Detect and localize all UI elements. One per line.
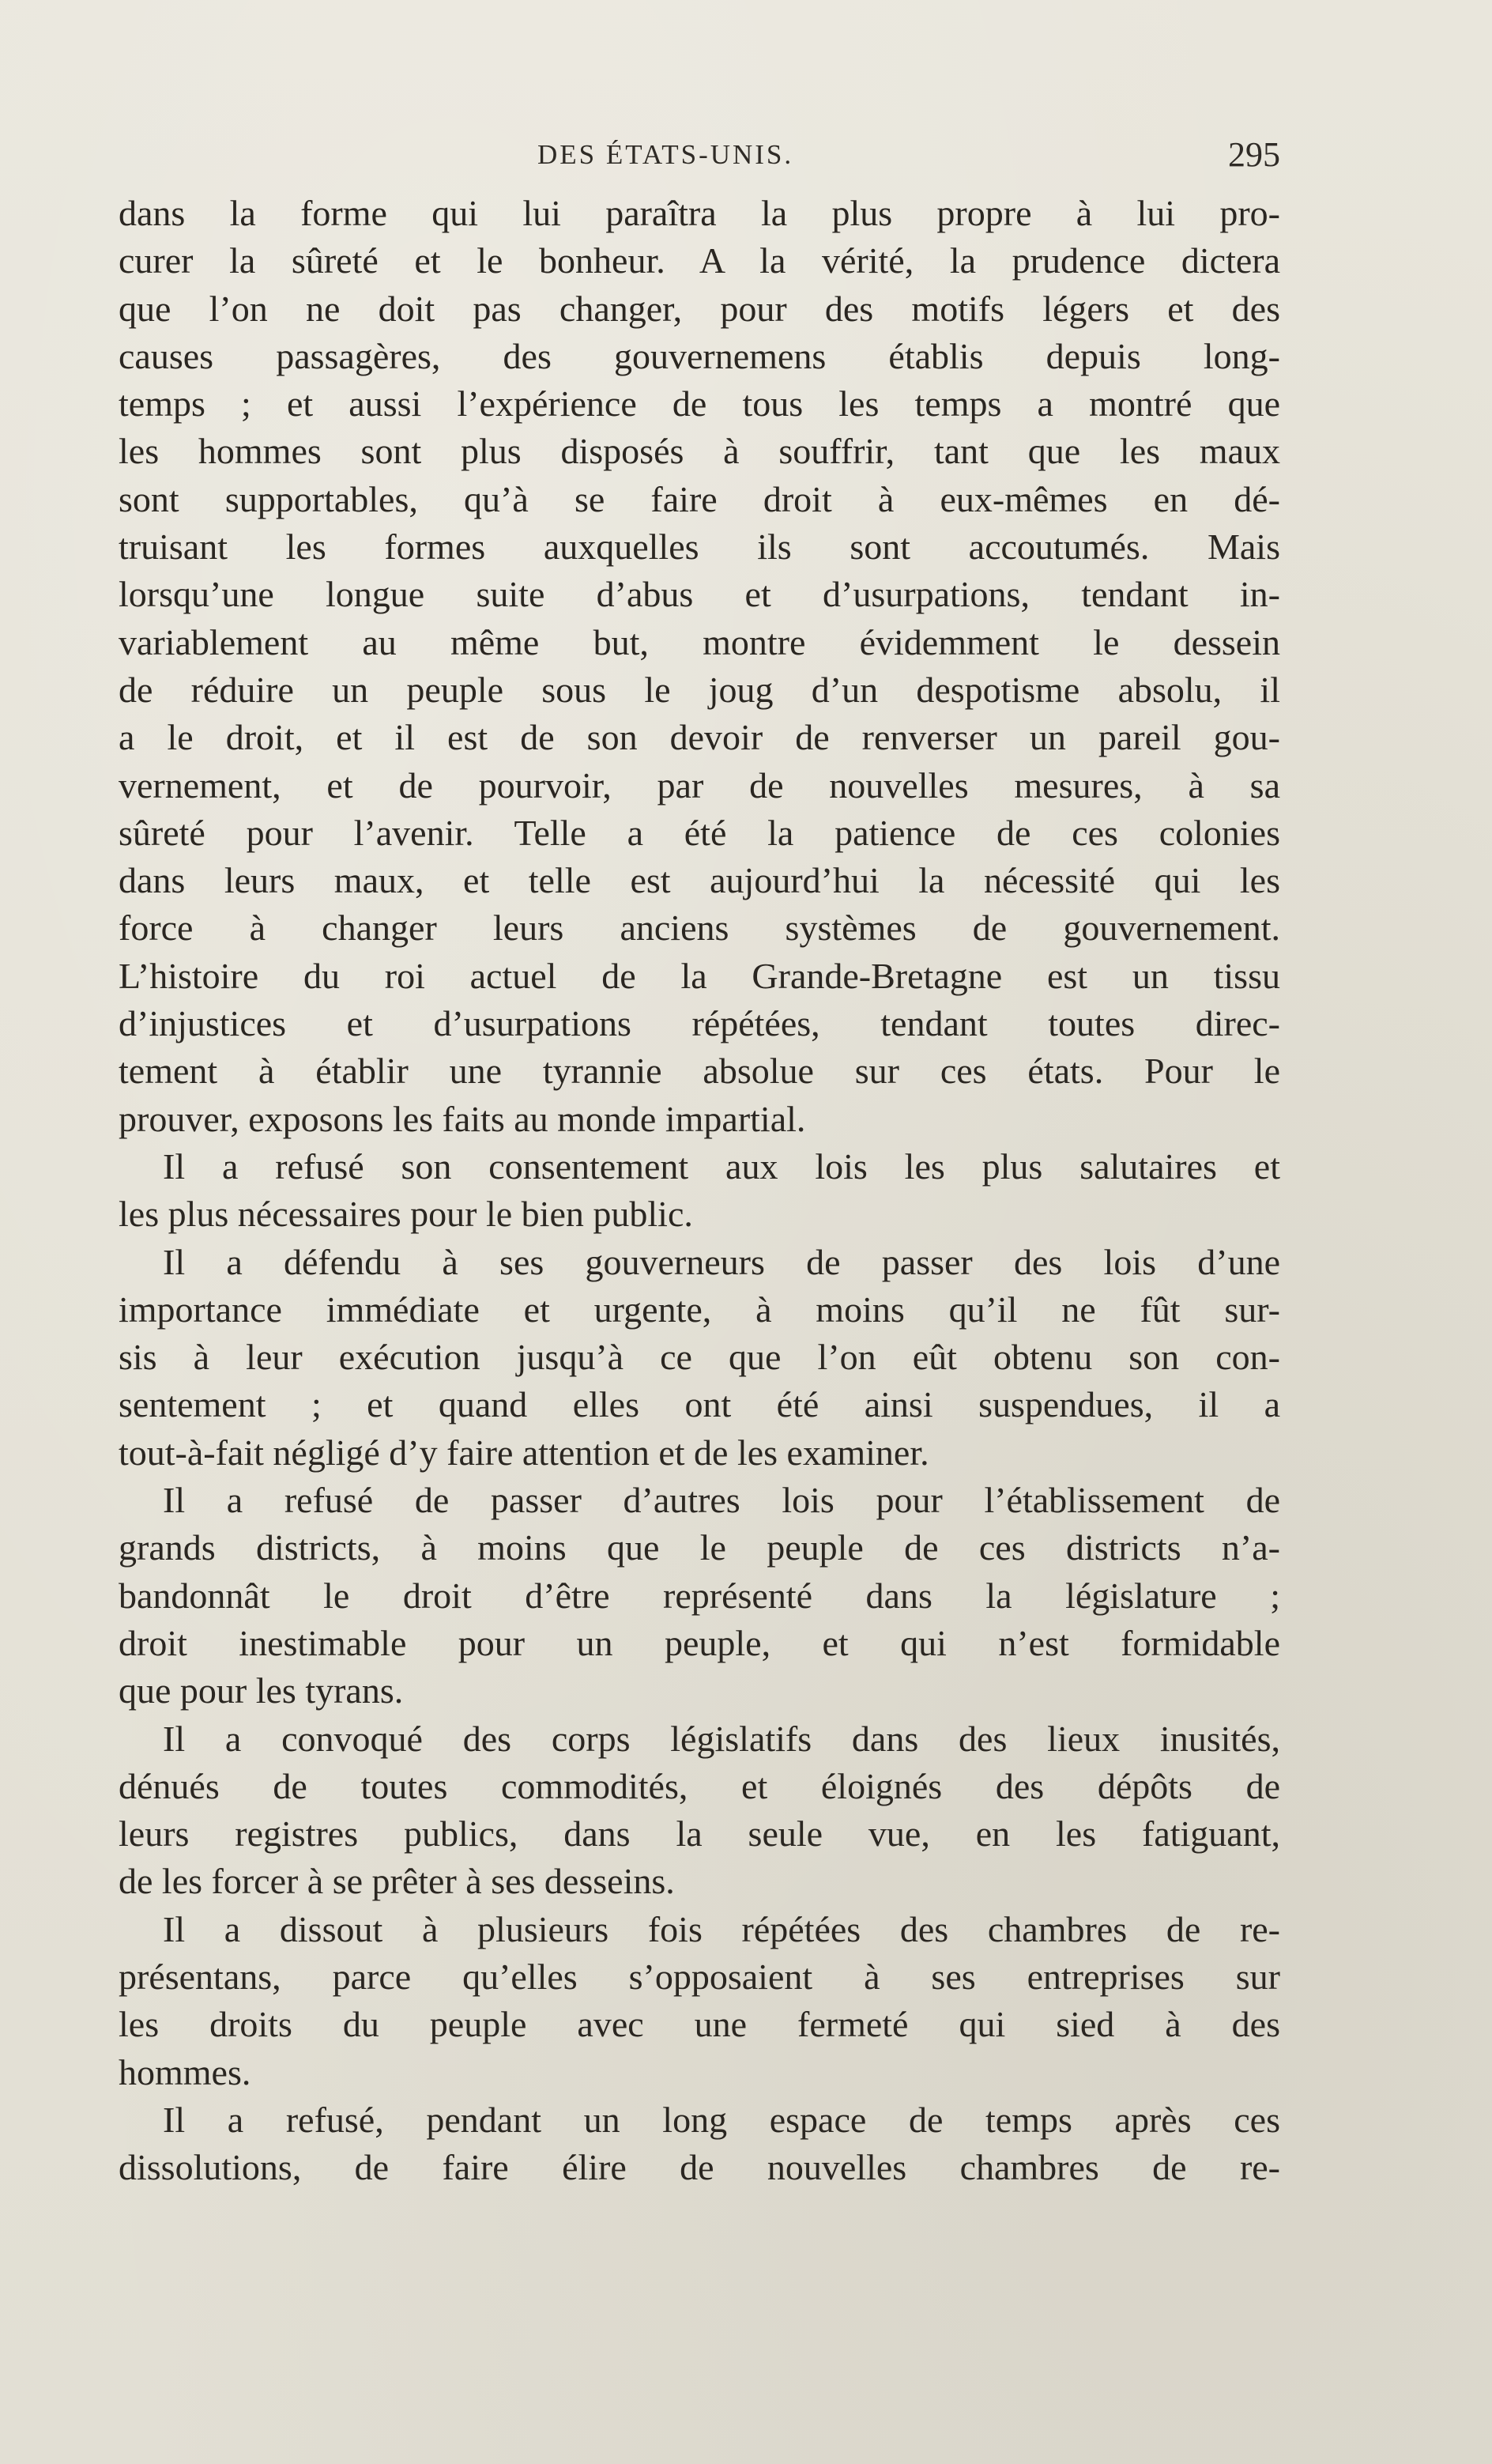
text-line: dans la forme qui lui paraîtra la plus propre à lui pro- (119, 193, 1280, 233)
text-line: Il a refusé son consentement aux lois les plus salutaires et (163, 1145, 1280, 1187)
text-line: vernement, et de pourvoir, par de nouvelles mesures, à sa (119, 764, 1280, 806)
text-line: tout-à-fait négligé d’y faire attention et de les examiner. (119, 1432, 929, 1473)
text-line: leurs registres publics, dans la seule vue, en les fatiguant, (119, 1813, 1280, 1855)
text-line: grands districts, à moins que le peuple de ces districts n’a- (119, 1527, 1280, 1568)
text-line: que l’on ne doit pas changer, pour des motifs légers et des (119, 288, 1280, 329)
text-line: tement à établir une tyrannie absolue sur ces états. Pour le (119, 1051, 1280, 1092)
text-line: a le droit, et il est de son devoir de renverser un pareil gou- (119, 717, 1280, 758)
text-line: variablement au même but, montre évidemment le dessein (119, 621, 1280, 662)
text-line: d’injustices et d’usurpations répétées, tendant toutes direc- (119, 1003, 1280, 1044)
text-line: présentans, parce qu’elles s’opposaient à ses entreprises sur (119, 1956, 1280, 1997)
text-line: sentement ; et quand elles ont été ainsi suspendues, il a (119, 1384, 1280, 1425)
text-line: force à changer leurs anciens systèmes de gouvernement. (119, 907, 1280, 949)
text-line: prouver, exposons les faits au monde impartial. (119, 1098, 806, 1139)
page-number: 295 (1228, 135, 1280, 174)
text-line: les plus nécessaires pour le bien public. (119, 1194, 693, 1235)
text-line: truisant les formes auxquelles ils sont accoutumés. Mais (119, 526, 1280, 568)
text-line: les hommes sont plus disposés à souffrir, tant que les maux (119, 431, 1280, 472)
text-line: Il a refusé de passer d’autres lois pour l’établissement de (163, 1480, 1280, 1521)
page-header (119, 135, 1280, 187)
text-line: importance immédiate et urgente, à moins qu’il ne fût sur- (119, 1289, 1280, 1330)
text-line: de les forcer à se prêter à ses desseins. (119, 1861, 675, 1902)
text-line: que pour les tyrans. (119, 1670, 404, 1711)
text-line: lorsqu’une longue suite d’abus et d’usurpations, tendant in- (119, 574, 1280, 615)
running-title: DES ÉTATS-UNIS. (537, 139, 794, 170)
text-line: sis à leur exécution jusqu’à ce que l’on eût obtenu son con- (119, 1337, 1280, 1378)
text-line: dénués de toutes commodités, et éloignés des dépôts de (119, 1765, 1280, 1806)
text-line: Il a refusé, pendant un long espace de temps après ces (163, 2099, 1280, 2140)
text-line: dans leurs maux, et telle est aujourd’hui la nécessité qui les (119, 860, 1280, 901)
text-line: causes passagères, des gouvernemens établis depuis long- (119, 335, 1280, 376)
text-line: hommes. (119, 2051, 251, 2092)
text-line: sûreté pour l’avenir. Telle a été la patience de ces colonies (119, 812, 1280, 853)
text-line: Il a défendu à ses gouverneurs de passer des lois d’une (163, 1241, 1280, 1282)
text-line: Il a convoqué des corps législatifs dans des lieux inusités, (163, 1718, 1280, 1759)
text-line: Il a dissout à plusieurs fois répétées des chambres de re- (163, 1908, 1280, 1949)
text-line: L’histoire du roi actuel de la Grande-Bretagne est un tissu (119, 955, 1280, 996)
text-line: les droits du peuple avec une fermeté qui sied à des (119, 2004, 1280, 2045)
text-line: dissolutions, de faire élire de nouvelles chambres de re- (119, 2147, 1280, 2188)
text-line: temps ; et aussi l’expérience de tous les temps a montré que (119, 383, 1280, 425)
body-text (119, 190, 1280, 2191)
text-line: sont supportables, qu’à se faire droit à eux-mêmes en dé- (119, 478, 1280, 519)
text-line: de réduire un peuple sous le joug d’un despotisme absolu, il (119, 669, 1280, 710)
text-line: bandonnât le droit d’être représenté dans la législature ; (119, 1575, 1280, 1616)
text-line: droit inestimable pour un peuple, et qui n’est formidable (119, 1622, 1280, 1663)
text-line: curer la sûreté et le bonheur. A la vérité, la prudence dictera (119, 240, 1280, 281)
